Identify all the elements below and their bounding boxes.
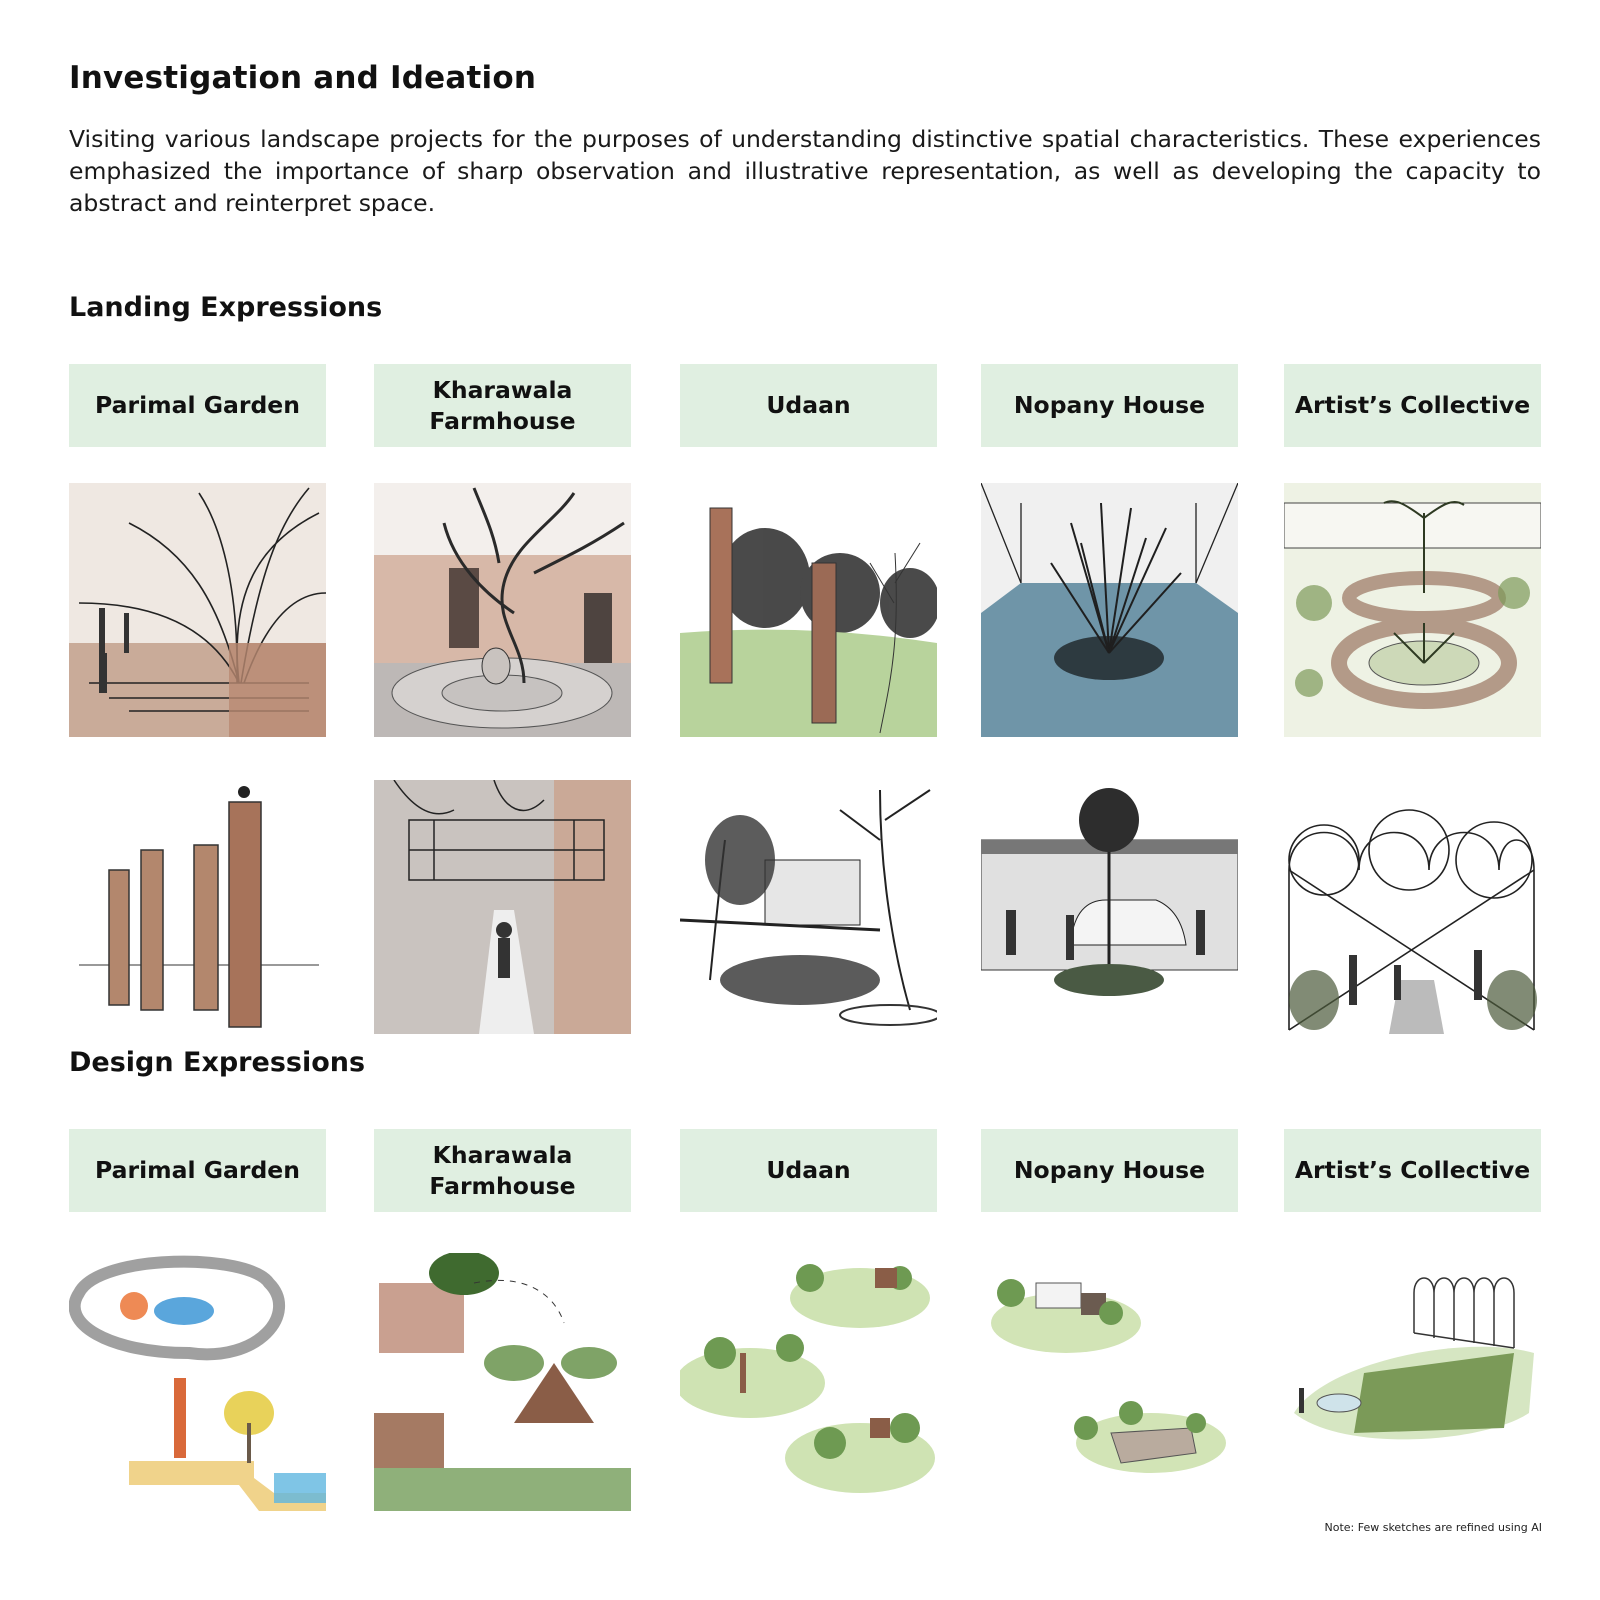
design-label-artists: Artist’s Collective [1284,1129,1541,1212]
design-label-nopany: Nopany House [981,1129,1238,1212]
landing-section-title: Landing Expressions [69,292,383,323]
design-labels-row [0,1129,1600,1212]
artists-greenhouse-island [1284,1253,1541,1511]
landing-label-artists: Artist’s Collective [1284,364,1541,447]
landing-label-kharawala: Kharawala Farmhouse [374,364,631,447]
landing-labels-row [0,364,1600,447]
parimal-flow-diagram [69,1253,326,1511]
landing-label-nopany: Nopany House [981,364,1238,447]
house-bridge-trees-sketch [680,780,937,1034]
design-label-udaan: Udaan [680,1129,937,1212]
brick-columns-lawn-sketch [680,483,937,737]
design-section-title: Design Expressions [69,1047,366,1078]
palm-steps-sketch [69,483,326,737]
udaan-islands [680,1253,937,1511]
intro-paragraph: Visiting various landscape projects for the purposes of understanding distinctive spatial characteristics. These experiences emphasized the importance of sharp observation and illustrative representation, as well as developing the capacity to abstract and reinterpret space. [69,125,1541,217]
page-title: Investigation and Ideation [69,60,537,96]
kharawala-collage [374,1253,631,1511]
car-court-tree-sketch [981,780,1238,1034]
nopany-islands [981,1253,1238,1511]
design-label-kharawala: Kharawala Farmhouse [374,1129,631,1212]
footer-note: Note: Few sketches are refined using AI [1324,1521,1542,1534]
landing-label-udaan: Udaan [680,364,937,447]
landing-label-parimal: Parimal Garden [69,364,326,447]
brick-pillars-sketch [69,780,326,1034]
buddha-tree-courtyard-sketch [374,483,631,737]
water-court-plants-sketch [981,483,1238,737]
arched-greenhouse-sketch [1284,780,1541,1034]
bridge-walkway-sketch [374,780,631,1034]
figure-eight-path-garden-sketch [1284,483,1541,737]
design-label-parimal: Parimal Garden [69,1129,326,1212]
